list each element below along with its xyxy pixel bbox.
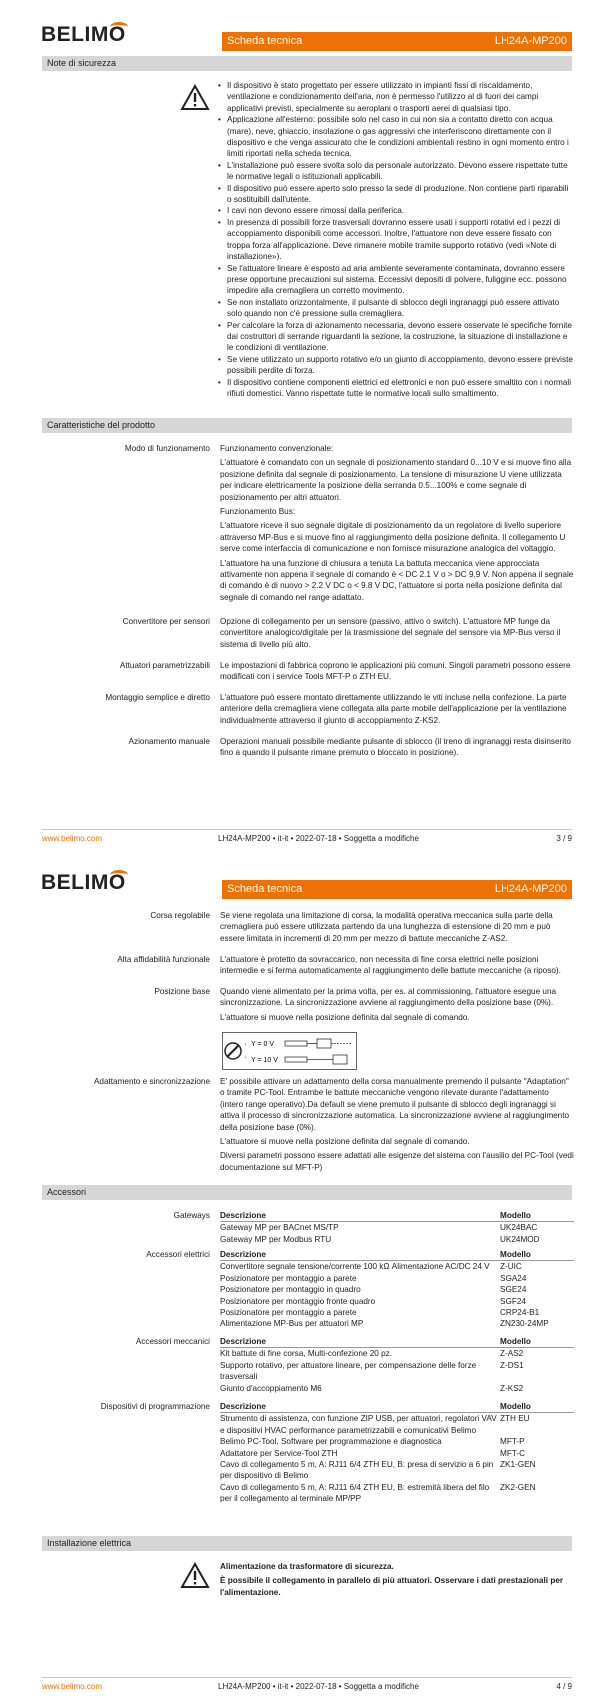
list-item: • Se l'attuatore lineare è esposto ad aria ambiente severamente contaminata, dovranno essere prese opportune precauzioni sul sistema. Eccessivi depositi di polvere, fuliggine ecc. possono impedire alla cremagliera un corretto movimento. bbox=[218, 263, 574, 297]
adaptation-text bbox=[220, 1076, 574, 1176]
gateways-label: Gateways bbox=[173, 1211, 210, 1220]
cell-model: Z-DS1 bbox=[500, 1360, 524, 1370]
cell-description: Alimentazione MP-Bus per attuatori MP bbox=[220, 1319, 364, 1329]
table-row bbox=[220, 1448, 574, 1459]
cell-model: Z-UIC bbox=[500, 1262, 522, 1272]
cell-model: UK24MOD bbox=[500, 1234, 540, 1244]
list-item: • I cavi non devono essere rimossi dalla periferica. bbox=[218, 205, 574, 216]
section-installation-title: Installazione elettrica bbox=[42, 1536, 572, 1551]
col-model: Modello bbox=[497, 1401, 574, 1413]
mechanical-label: Accessori meccanici bbox=[135, 1337, 210, 1346]
col-description: Descrizione bbox=[220, 1210, 497, 1222]
table-row bbox=[220, 1413, 574, 1436]
installation-warning bbox=[220, 1561, 574, 1601]
cell-description: Posizionatore per montaggio in quadro bbox=[220, 1285, 361, 1295]
svg-text:↓: ↓ bbox=[244, 1054, 247, 1060]
section-accessories-title: Accessori bbox=[42, 1185, 572, 1200]
list-item: • Se non installato orizzontalmente, il pulsante di sblocco degli ingranaggi può essere attivato solo quando non c'è pressione sulla cremagliera. bbox=[218, 297, 574, 320]
model-number: LH24A-MP200 bbox=[494, 883, 567, 895]
position-figure bbox=[222, 1032, 357, 1070]
electrical-table bbox=[220, 1249, 574, 1330]
list-item: • L'installazione può essere svolta solo da personale autorizzato. Devono essere rispettate tutte le normative legali o istituzionali applicabili. bbox=[218, 160, 574, 183]
table-row bbox=[220, 1284, 574, 1295]
list-item: • Se viene utilizzato un supporto rotativo e/o un giunto di accoppiamento, devono essere previste possibili perdite di forza. bbox=[218, 354, 574, 377]
header-bar bbox=[222, 32, 572, 51]
page-4 bbox=[0, 848, 600, 1696]
paragraph: E' possibile attivare un adattamento della corsa manualmente premendo il pulsante "Adaptation" o tramite PC-Tool. Entrambe le battute meccaniche vengono rilevate durante l'adattamento (intero range operativo).Da default se viene premuto il pulsante di sblocco degli ingranaggi si attiva il processo di sincronizzazione automatica. La sincronizzazione avviene al raggiungimento della posizione base (0%). bbox=[220, 1077, 570, 1132]
svg-text:↑: ↑ bbox=[244, 1042, 247, 1048]
col-description: Descrizione bbox=[220, 1401, 497, 1413]
cell-description: Convertitore segnale tensione/corrente 100 kΩ Alimentazione AC/DC 24 V bbox=[220, 1262, 490, 1272]
paragraph: Quando viene alimentato per la prima volta, per es. al commissioning, l'attuatore esegue una sincronizzazione. La sincronizzazione avviene al raggiungimento della posizione base (0%). bbox=[220, 987, 557, 1008]
cell-model: SGA24 bbox=[500, 1273, 527, 1283]
param-text: Le impostazioni di fabbrica coprono le applicazioni più comuni. Singoli parametri possono essere modificati con i service Tools MFT-P o ZTH EU. bbox=[220, 661, 571, 682]
table-row bbox=[220, 1234, 574, 1245]
warning-icon bbox=[180, 84, 210, 111]
param-label: Attuatori parametrizzabili bbox=[119, 661, 210, 670]
website-link[interactable]: www.belimo.com bbox=[42, 834, 103, 843]
paragraph: Funzionamento convenzionale: bbox=[220, 444, 334, 453]
section-safety-title: Note di sicurezza bbox=[42, 56, 572, 71]
warning-line: È possibile il collegamento in parallelo di più attuatori. Osservare i dati prestazionali per l'alimentazione. bbox=[220, 1576, 564, 1597]
warning-line: Alimentazione da trasformatore di sicurezza. bbox=[220, 1562, 394, 1571]
footer bbox=[42, 829, 572, 842]
stroke-label: Corsa regolabile bbox=[150, 911, 210, 920]
cell-description: Kit battute di fine corsa, Multi-confezione 20 pz. bbox=[220, 1349, 393, 1359]
cell-description: Supporto rotativo, per attuatore lineare, per compensazione delle forze trasversali bbox=[220, 1360, 477, 1382]
cell-model: ZTH EU bbox=[500, 1414, 530, 1424]
table-row bbox=[220, 1360, 574, 1383]
table-row bbox=[220, 1273, 574, 1284]
manual-text: Operazioni manuali possibile mediante pulsante di sblocco (il treno di ingranaggi resta disinserito fino a quando il pulsante rimane premuto o bloccato in posizione). bbox=[220, 737, 571, 758]
paragraph: L'attuatore ha una funzione di chiusura a tenuta La battuta meccanica viene approcciata attivamente non appena il segnale di comando è < DC 2.1 V o > DC 9.9 V. Non appena il segnale di comando è di nuovo > 2.2 V DC o < 9.8 V DC, l'attuatore si porta nella posizione definita dal segnale di comando nel range adattato. bbox=[220, 558, 574, 602]
table-row bbox=[220, 1348, 574, 1360]
cell-model: CRP24-B1 bbox=[500, 1308, 540, 1318]
mount-text: L'attuatore può essere montato direttamente utilizzando le viti incluse nella confezione. La parte anteriore della cremagliera viene collegata alla parte mobile dell'applicazione per la ventilazione individualmente attraverso il giunto di accoppiamento Z-KS2. bbox=[220, 693, 567, 725]
cell-description: Posizionatore per montaggio a parete bbox=[220, 1273, 357, 1283]
table-row bbox=[220, 1482, 574, 1505]
list-item: • Applicazione all'esterno: possibile solo nel caso in cui non sia a contatto diretto con acqua (mare), neve, ghiaccio, insolazione o gas aggressivi che interferiscono direttamente con il dispositivo e che venga assicurato che le condizioni ambientali restino in ogni momento entro i limiti riportati nella scheda tecnica. bbox=[218, 114, 574, 160]
header-bar bbox=[222, 880, 572, 899]
cell-model: UK24BAC bbox=[500, 1223, 538, 1233]
gateways-table bbox=[220, 1210, 574, 1245]
paragraph: Diversi parametri possono essere adattati alle esigenze del sistema con l'ausilio del PC-Tool (vedi documentazione sul MFT-P) bbox=[220, 1151, 574, 1172]
table-row bbox=[220, 1222, 574, 1234]
warning-icon bbox=[180, 1562, 210, 1589]
paragraph: L'attuatore si muove nella posizione definita dal segnale di comando. bbox=[220, 1012, 470, 1022]
table-header bbox=[220, 1336, 574, 1348]
section-features-title: Caratteristiche del prodotto bbox=[42, 418, 572, 433]
list-item: • Il dispositivo può essere aperto solo presso la sede di produzione. Non contiene parti riparabili o sostituibili dall'utente. bbox=[218, 183, 574, 206]
mount-label: Montaggio semplice e diretto bbox=[105, 693, 210, 702]
cell-description: Cavo di collegamento 5 m, A: RJ11 6/4 ZTH EU, B: presa di servizio a 6 pin per dispositivo di Belimo bbox=[220, 1460, 494, 1481]
cell-model: MFT-P bbox=[500, 1437, 525, 1447]
cell-model: SGF24 bbox=[500, 1296, 526, 1306]
converter-text: Opzione di collegamento per un sensore (passivo, attivo o switch). L'attuatore MP funge da convertitore analogico/digitale per la trasmissione del segnale del sensore via MP-Bus verso il sistema di livello più alto. bbox=[220, 617, 561, 649]
cell-description: Strumento di assistenza, con funzione ZIP USB, per attuatori, regolatori VAV e dispositivi HVAC performance parametrizzabili e comunicativi Belimo bbox=[220, 1414, 497, 1435]
stroke-text: Se viene regolata una limitazione di corsa, la modalità operativa meccanica sulla parte della cremagliera può essere utilizzata partendo da una lunghezza di estensione di 20 mm e può essere limitata in incrementi di 20 mm per mezzo di battute meccaniche Z-AS2. bbox=[220, 911, 553, 943]
converter-label: Convertitore per sensori bbox=[122, 617, 210, 626]
fig-y10-label: Y = 10 V bbox=[251, 1057, 278, 1064]
col-description: Descrizione bbox=[220, 1249, 497, 1261]
table-header bbox=[220, 1210, 574, 1222]
electrical-label: Accessori elettrici bbox=[146, 1250, 210, 1259]
cell-model: ZN230-24MP bbox=[500, 1319, 549, 1329]
belimo-logo: BELIMO bbox=[41, 23, 126, 46]
list-item: • Per calcolare la forza di azionamento necessaria, devono essere osservate le specifiche fornite dai costruttori di serrande riguardanti la sezione, la costruzione, la situazione di installazione e le condizioni di ventilazione. bbox=[218, 320, 574, 354]
paragraph: L'attuatore riceve il suo segnale digitale di posizionamento da un regolatore di livello superiore attraverso MP-Bus e si muove fino al raggiungimento della posizione definita. Il collegamento U serve come interfaccia di comunicazione e non fornisce misurazione analogica del voltaggio. bbox=[220, 521, 566, 554]
footer bbox=[42, 1677, 572, 1690]
cell-description: Gateway MP per BACnet MS/TP bbox=[220, 1223, 339, 1233]
col-model: Modello bbox=[497, 1210, 574, 1222]
page-number: 3 / 9 bbox=[556, 834, 572, 843]
paragraph: L'attuatore si muove nella posizione definita dal segnale di comando. bbox=[220, 1137, 470, 1147]
table-row bbox=[220, 1318, 574, 1329]
page-number: 4 / 9 bbox=[556, 1682, 572, 1691]
cell-description: Posizionatore per montaggio fronte quadro bbox=[220, 1296, 376, 1306]
cell-description: Cavo di collegamento 5 m, A: RJ11 6/4 ZTH EU, B: estremità libera del filo per il collegamento al terminale MP/PP bbox=[220, 1482, 490, 1504]
table-header bbox=[220, 1401, 574, 1413]
cell-model: MFT-C bbox=[500, 1448, 526, 1458]
safety-list bbox=[218, 80, 574, 399]
table-row bbox=[220, 1261, 574, 1273]
col-description: Descrizione bbox=[220, 1336, 497, 1348]
cell-model: Z-KS2 bbox=[500, 1383, 524, 1393]
reliability-text: L'attuatore è protetto da sovraccarico, non necessita di fine corsa elettrici nelle posizioni intermedie e si ferma automaticamente al raggiungimento delle battute meccaniche (a riposo). bbox=[220, 955, 561, 976]
table-row bbox=[220, 1383, 574, 1394]
list-item: • In presenza di possibili forze trasversali dovranno essere usati i supporti rotativi ed i pezzi di accoppiamento disponibili come accessori. Inoltre, l'attuatore non deve essere fissato con troppa forza all'applicazione. Deve rimanere mobile tramite supporto rotativo (vedi «Note di installazione»). bbox=[218, 217, 574, 263]
footer-info: LH24A-MP200 • it-it • 2022-07-18 • Soggetta a modifiche bbox=[218, 1682, 419, 1691]
base-position-label: Posizione base bbox=[154, 987, 210, 996]
manual-label: Azionamento manuale bbox=[128, 737, 210, 746]
paragraph: L'attuatore è comandato con un segnale di posizionamento standard 0...10 V e si muove fino alla posizione definita dal segnale di posizionamento. La tensione di misurazione U viene utilizzata per indicare elettricamente la posizione della serranda 0.5...100% e come segnale di posizionamento per altri attuatori. bbox=[220, 458, 572, 502]
list-item: • Il dispositivo è stato progettato per essere utilizzato in impianti fissi di riscaldamento, ventilazione e condizionamento dell'aria, non è permesso l'utilizzo al di fuori dei campi applicativi previsti, specialmente su aeroplani o trasporti aerei di qualsiasi tipo. bbox=[218, 80, 574, 114]
doc-type: Scheda tecnica bbox=[227, 35, 303, 47]
cell-model: ZK2-GEN bbox=[500, 1482, 536, 1492]
cell-description: Giunto d'accoppiamento M6 bbox=[220, 1383, 322, 1393]
website-link[interactable]: www.belimo.com bbox=[42, 1682, 103, 1691]
cell-description: Posizionatore per montaggio a parete bbox=[220, 1308, 357, 1318]
mechanical-table bbox=[220, 1336, 574, 1394]
col-model: Modello bbox=[497, 1336, 574, 1348]
table-row bbox=[220, 1307, 574, 1318]
cell-model: Z-AS2 bbox=[500, 1349, 524, 1359]
list-item: • Il dispositivo contiene componenti elettrici ed elettronici e non può essere smaltito con i normali rifiuti domestici. Vanno rispettate tutte le normative locali sullo smaltimento. bbox=[218, 377, 574, 400]
belimo-logo: BELIMO bbox=[41, 871, 126, 894]
cell-description: Gateway MP per Modbus RTU bbox=[220, 1234, 332, 1244]
adaptation-label: Adattamento e sincronizzazione bbox=[93, 1077, 210, 1086]
position-diagram bbox=[223, 1033, 356, 1069]
table-row bbox=[220, 1459, 574, 1482]
table-row bbox=[220, 1436, 574, 1447]
footer-info: LH24A-MP200 • it-it • 2022-07-18 • Soggetta a modifiche bbox=[218, 834, 419, 843]
base-position-text bbox=[220, 986, 574, 1026]
mode-label: Modo di funzionamento bbox=[124, 444, 210, 453]
model-number: LH24A-MP200 bbox=[494, 35, 567, 47]
programming-table bbox=[220, 1401, 574, 1505]
programming-label: Dispositivi di programmazione bbox=[100, 1402, 210, 1411]
doc-type: Scheda tecnica bbox=[227, 883, 303, 895]
cell-model: ZK1-GEN bbox=[500, 1460, 536, 1470]
fig-y0-label: Y = 0 V bbox=[251, 1041, 275, 1048]
paragraph: Funzionamento Bus: bbox=[220, 507, 296, 517]
table-header bbox=[220, 1249, 574, 1261]
reliability-label: Alta affidabilità funzionale bbox=[117, 955, 210, 964]
col-model: Modello bbox=[497, 1249, 574, 1261]
mode-text bbox=[220, 443, 574, 606]
cell-model: SGE24 bbox=[500, 1285, 527, 1295]
cell-description: Belimo PC-Tool, Software per programmazione e diagnostica bbox=[220, 1437, 442, 1447]
table-row bbox=[220, 1296, 574, 1307]
cell-description: Adattatore per Service-Tool ZTH bbox=[220, 1448, 338, 1458]
